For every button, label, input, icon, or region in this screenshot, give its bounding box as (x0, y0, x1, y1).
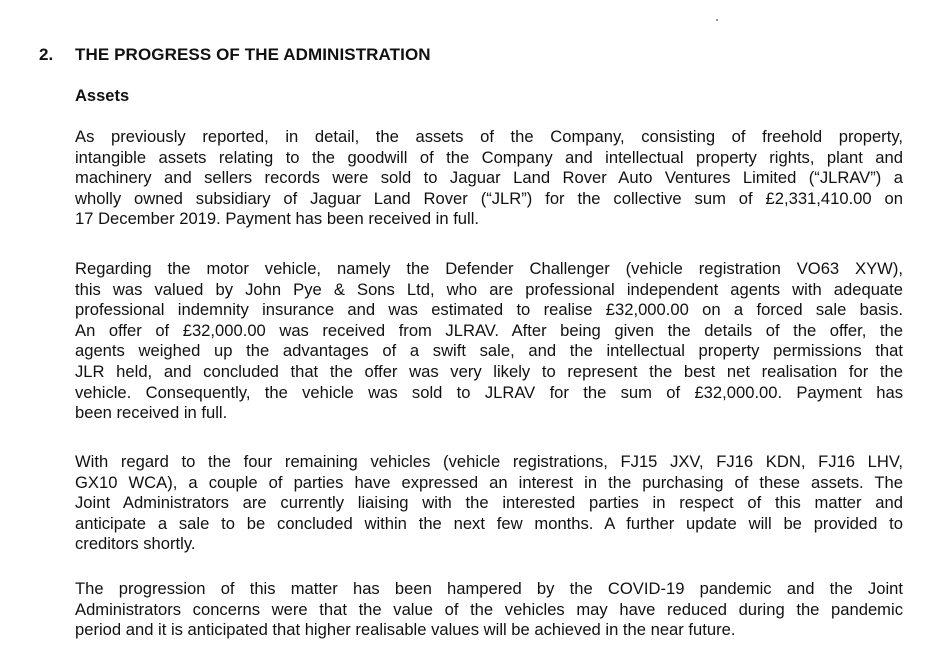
paragraph-line: anticipate a sale to be concluded within the next few months. A further update will be provided to (75, 513, 903, 533)
scan-speck (716, 19, 718, 21)
section-heading (39, 45, 431, 65)
paragraph-line: period and it is anticipated that higher realisable values will be achieved in the near future. (75, 620, 736, 640)
paragraph-line: JLR held, and concluded that the offer was very likely to represent the best net realisation for the (75, 361, 903, 381)
paragraph-line: been received in full. (75, 403, 228, 423)
paragraph-line: Administrators concerns were that the value of the vehicles may have reduced during the pandemic (75, 599, 903, 619)
paragraph-line: GX10 WCA), a couple of parties have expressed an interest in the purchasing of these assets. The (75, 472, 903, 492)
paragraph-line: Joint Administrators are currently liaising with the interested parties in respect of this matter and (75, 493, 903, 513)
paragraph-remaining-vehicles (75, 452, 903, 555)
paragraph-line: The progression of this matter has been hampered by the COVID-19 pandemic and the Joint (75, 579, 903, 598)
paragraph-line: professional indemnity insurance and was estimated to realise £32,000.00 on a forced sale basis. (75, 300, 903, 320)
section-title: THE PROGRESS OF THE ADMINISTRATION (75, 45, 431, 64)
section-number: 2. (39, 45, 54, 64)
paragraph-line: As previously reported, in detail, the assets of the Company, consisting of freehold property, (75, 127, 903, 146)
paragraph-line: agents weighed up the advantages of a swift sale, and the intellectual property permissions that (75, 341, 903, 361)
paragraph-line: intangible assets relating to the goodwill of the Company and intellectual property rights, plant and (75, 147, 903, 167)
paragraph-line: this was valued by John Pye & Sons Ltd, who are professional independent agents with adequate (75, 279, 903, 299)
paragraph-line: With regard to the four remaining vehicles (vehicle registrations, FJ15 JXV, FJ16 KDN, FJ16 LHV, (75, 452, 903, 471)
paragraph-line: machinery and sellers records were sold to Jaguar Land Rover Auto Ventures Limited (“JLRAV”) a (75, 168, 903, 188)
paragraph-asset-sale (75, 127, 903, 230)
assets-subheading: Assets (75, 87, 130, 105)
paragraph-line: vehicle. Consequently, the vehicle was sold to JLRAV for the sum of £32,000.00. Payment has (75, 382, 903, 402)
paragraph-covid-impact (75, 579, 903, 641)
paragraph-line: Regarding the motor vehicle, namely the Defender Challenger (vehicle registration VO63 XYW), (75, 259, 903, 278)
paragraph-line: 17 December 2019. Payment has been received in full. (75, 209, 480, 229)
paragraph-line: creditors shortly. (75, 534, 196, 554)
paragraph-line: wholly owned subsidiary of Jaguar Land Rover (“JLR”) for the collective sum of £2,331,410.00 on (75, 188, 903, 208)
paragraph-line: An offer of £32,000.00 was received from JLRAV. After being given the details of the offer, the (75, 320, 903, 340)
paragraph-motor-vehicle (75, 259, 903, 424)
